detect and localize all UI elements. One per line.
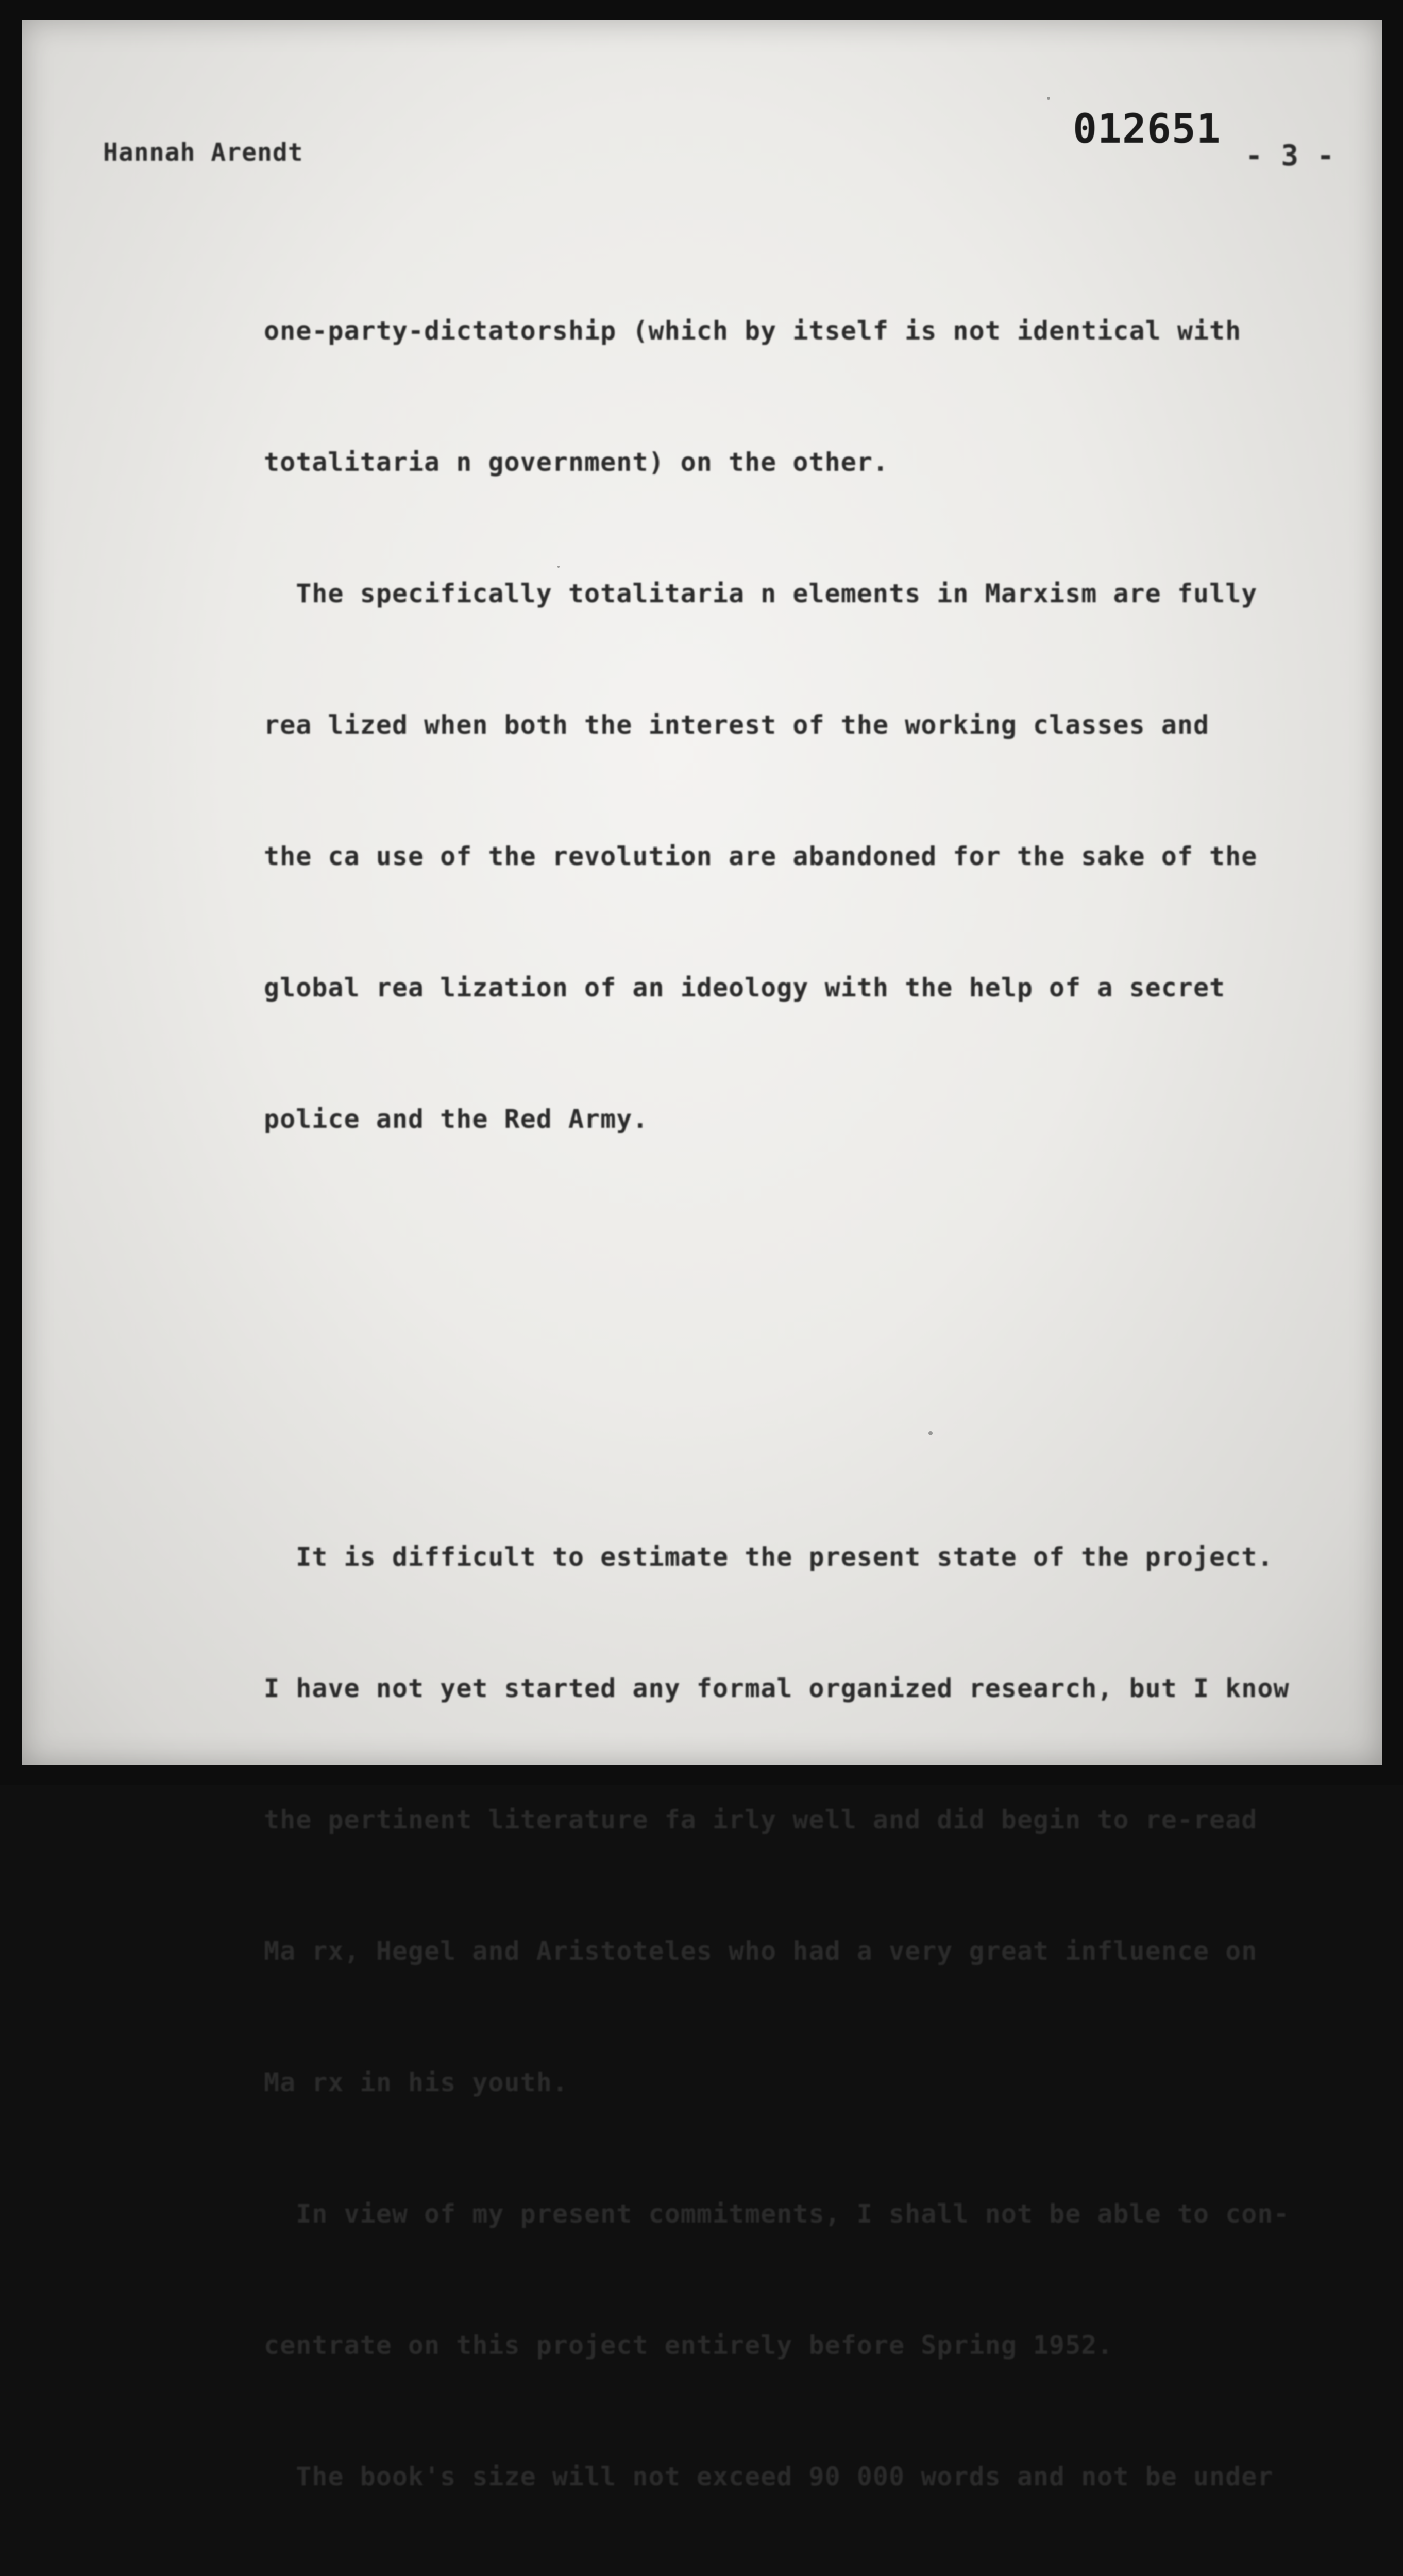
- text-line: the ca use of the revolution are abandoned for the sake of the: [264, 841, 1258, 871]
- paragraph-gap: [264, 1273, 1290, 1404]
- text-line: totalitaria n government) on the other.: [264, 447, 889, 477]
- text-line: I have not yet started any formal organized research, but I know: [264, 1673, 1290, 1703]
- paper-speck: [1047, 97, 1050, 100]
- document-number-stamp: 012651: [1073, 106, 1221, 152]
- paper-speck: [557, 566, 560, 568]
- text-line: Ma rx, Hegel and Aristoteles who had a very great influence on: [264, 1936, 1258, 1966]
- text-line: rea lized when both the interest of the working classes and: [264, 710, 1210, 740]
- text-line: Ma rx in his youth.: [264, 2067, 568, 2097]
- author-name-header: Hannah Arendt: [103, 138, 303, 167]
- text-line: the pertinent literature fa irly well and did begin to re-read: [264, 1805, 1258, 1835]
- typewritten-page: [22, 20, 1382, 2492]
- page-number: - 3 -: [1245, 139, 1335, 173]
- body-text: [264, 222, 1290, 2576]
- text-line: centrate on this project entirely before Spring 1952.: [264, 2330, 1113, 2360]
- text-line: The book's size will not exceed 90 000 words and not be under: [264, 2462, 1274, 2492]
- text-line: global rea lization of an ideology with the help of a secret: [264, 973, 1226, 1003]
- text-line: The specifically totalitaria n elements in Marxism are fully: [264, 579, 1258, 608]
- text-line: police and the Red Army.: [264, 1104, 649, 1134]
- paper-speck: [928, 1431, 933, 1435]
- text-line: It is difficult to estimate the present state of the project.: [264, 1542, 1274, 1572]
- text-line: In view of my present commitments, I shall not be able to con-: [264, 2199, 1290, 2229]
- text-line: one-party-dictatorship (which by itself is not identical with: [264, 316, 1242, 346]
